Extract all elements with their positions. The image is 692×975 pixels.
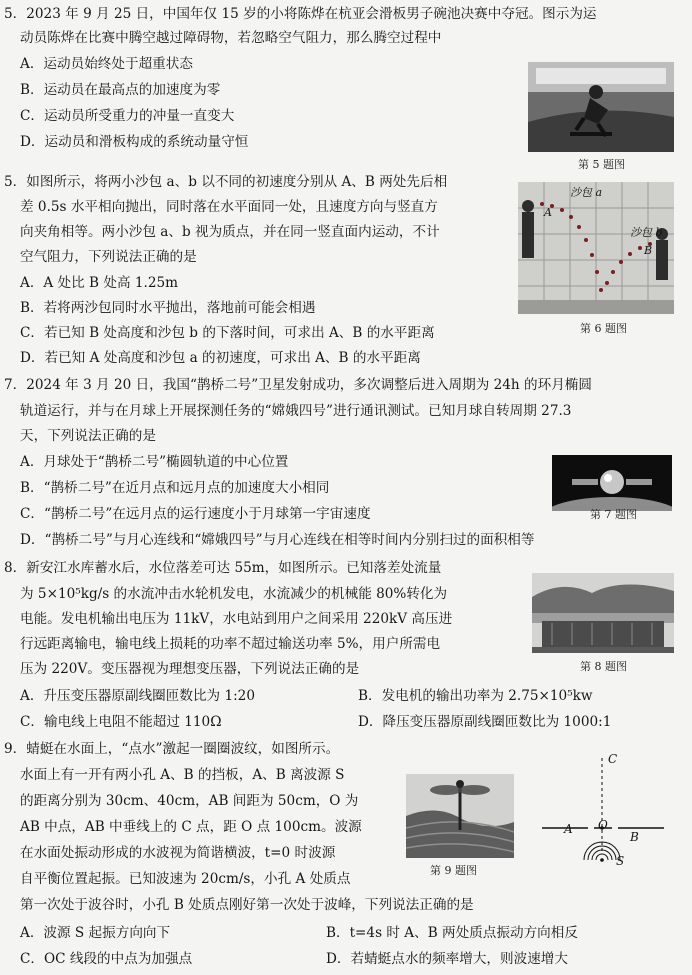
- question-5-option-b: B．运动员在最高点的加速度为零: [20, 82, 221, 98]
- question-9-line-1: 9．蜻蜓在水面上，“点水”激起一圈圈波纹，如图所示。: [4, 741, 340, 757]
- question-7-option-b: B．“鹊桥二号”在近月点和远月点的加速度大小相同: [20, 480, 330, 496]
- question-6-option-a: A．A 处比 B 处高 1.25m: [20, 275, 179, 291]
- sandbag-a-label: 沙包 a: [570, 186, 603, 199]
- question-5-option-a: A．运动员始终处于超重状态: [20, 56, 193, 72]
- figure-9-caption: 第 9 题图: [430, 864, 477, 877]
- question-8-line-2: 为 5×10⁵kg/s 的水流冲击水轮机发电，水流减少的机械能 80%转化为: [20, 586, 448, 602]
- question-6-option-b: B．若将两沙包同时水平抛出，落地前可能会相遇: [20, 300, 316, 316]
- point-c-label: C: [608, 752, 618, 766]
- question-6-line-2: 差 0.5s 水平相向抛出，同时落在水平面同一处，且速度方向与竖直方: [20, 199, 438, 215]
- question-6-option-c: C．若已知 B 处高度和沙包 b 的下落时间，可求出 A、B 的水平距离: [20, 325, 435, 341]
- sandbag-throw-photo: [518, 182, 674, 314]
- satellite-photo: [552, 455, 672, 511]
- reservoir-photo: [532, 573, 674, 653]
- question-7-line-3: 天，下列说法正确的是: [20, 428, 156, 444]
- question-7-line-1: 7．2024 年 3 月 20 日，我国“鹊桥二号”卫星发射成功，多次调整后进入周期为 24h 的环月椭圆: [4, 377, 592, 393]
- source-s-label: S: [616, 854, 625, 868]
- question-7-option-a: A．月球处于“鹊桥二号”椭圆轨道的中心位置: [20, 454, 289, 470]
- question-8-line-4: 行远距离输电，输电线上损耗的功率不超过输送功率 5%，用户所需电: [20, 636, 441, 652]
- question-6-line-4: 空气阻力，下列说法正确的是: [20, 249, 197, 265]
- question-9-line-4: AB 中点，AB 中垂线上的 C 点，距 O 点 100cm。波源: [20, 819, 362, 835]
- question-9-line-2: 水面上有一开有两小孔 A、B 的挡板，A、B 离波源 S: [20, 767, 345, 783]
- question-9-line-3: 的距离分别为 30cm、40cm，AB 间距为 50cm，O 为: [20, 793, 359, 809]
- figure-6-caption: 第 6 题图: [580, 322, 627, 335]
- question-8-line-3: 电能。发电机输出电压为 11kV，水电站到用户之间采用 220kV 高压进: [20, 611, 453, 627]
- figure-7-caption: 第 7 题图: [590, 508, 637, 521]
- point-b-label: B: [630, 830, 639, 844]
- question-8-option-b: B．发电机的输出功率为 2.75×10⁵kw: [358, 688, 593, 704]
- question-9-option-b: B．t=4s 时 A、B 两处质点振动方向相反: [326, 925, 578, 941]
- question-8-line-5: 压为 220V。变压器视为理想变压器，下列说法正确的是: [20, 661, 360, 677]
- figure-5-caption: 第 5 题图: [578, 158, 625, 171]
- question-9-line-6: 自平衡位置起振。已知波速为 20cm/s，小孔 A 处质点: [20, 871, 351, 887]
- sandbag-b-label: 沙包 b: [630, 226, 663, 239]
- question-5-line-1: 5．2023 年 9 月 25 日，中国年仅 15 岁的小将陈烨在杭亚会滑板男子碗池决赛中夺冠。图示为运: [4, 6, 597, 22]
- wave-diagram: [524, 752, 674, 872]
- question-8-line-1: 8．新安江水库蓄水后，水位落差可达 55m，如图所示。已知落差处流量: [4, 560, 442, 576]
- question-8-option-a: A．升压变压器原副线圈匝数比为 1:20: [20, 688, 255, 704]
- question-7-option-d: D．“鹊桥二号”与月心连线和“嫦娥四号”与月心连线在相等时间内分别扫过的面积相等: [20, 532, 535, 548]
- question-6-line-3: 向夹角相等。两小沙包 a、b 视为质点，并在同一竖直面内运动，不计: [20, 224, 440, 240]
- point-a-label: A: [564, 822, 573, 836]
- point-o-label: O: [598, 818, 608, 832]
- question-5-option-c: C．运动员所受重力的冲量一直变大: [20, 108, 235, 124]
- point-b-label: B: [644, 244, 653, 257]
- skateboard-photo: [528, 62, 674, 152]
- question-5-option-d: D．运动员和滑板构成的系统动量守恒: [20, 134, 249, 150]
- question-6-option-d: D．若已知 A 处高度和沙包 a 的初速度，可求出 A、B 的水平距离: [20, 350, 421, 366]
- question-7-line-2: 轨道运行，并与在月球上开展探测任务的“嫦娥四号”进行通讯测试。已知月球自转周期 27.3: [20, 403, 572, 419]
- question-8-option-d: D．降压变压器原副线圈匝数比为 1000:1: [358, 714, 612, 730]
- question-8-option-c: C．输电线上电阻不能超过 110Ω: [20, 714, 222, 730]
- question-9-option-c: C．OC 线段的中点为加强点: [20, 951, 193, 967]
- point-a-label: A: [544, 206, 552, 219]
- question-9-option-a: A．波源 S 起振方向向下: [20, 925, 171, 941]
- figure-8-caption: 第 8 题图: [580, 660, 627, 673]
- dragonfly-photo: [406, 774, 514, 858]
- question-9-option-d: D．若蜻蜓点水的频率增大，则波速增大: [326, 951, 568, 967]
- question-5-line-2: 动员陈烨在比赛中腾空越过障碍物，若忽略空气阻力，那么腾空过程中: [20, 30, 442, 46]
- question-7-option-c: C．“鹊桥二号”在远月点的运行速度小于月球第一宇宙速度: [20, 506, 371, 522]
- question-6-line-1: 5．如图所示，将两小沙包 a、b 以不同的初速度分别从 A、B 两处先后相: [4, 174, 448, 190]
- question-9-line-5: 在水面处振动形成的水波视为简谐横波，t=0 时波源: [20, 845, 336, 861]
- question-9-line-7: 第一次处于波谷时，小孔 B 处质点刚好第一次处于波峰，下列说法正确的是: [20, 897, 474, 913]
